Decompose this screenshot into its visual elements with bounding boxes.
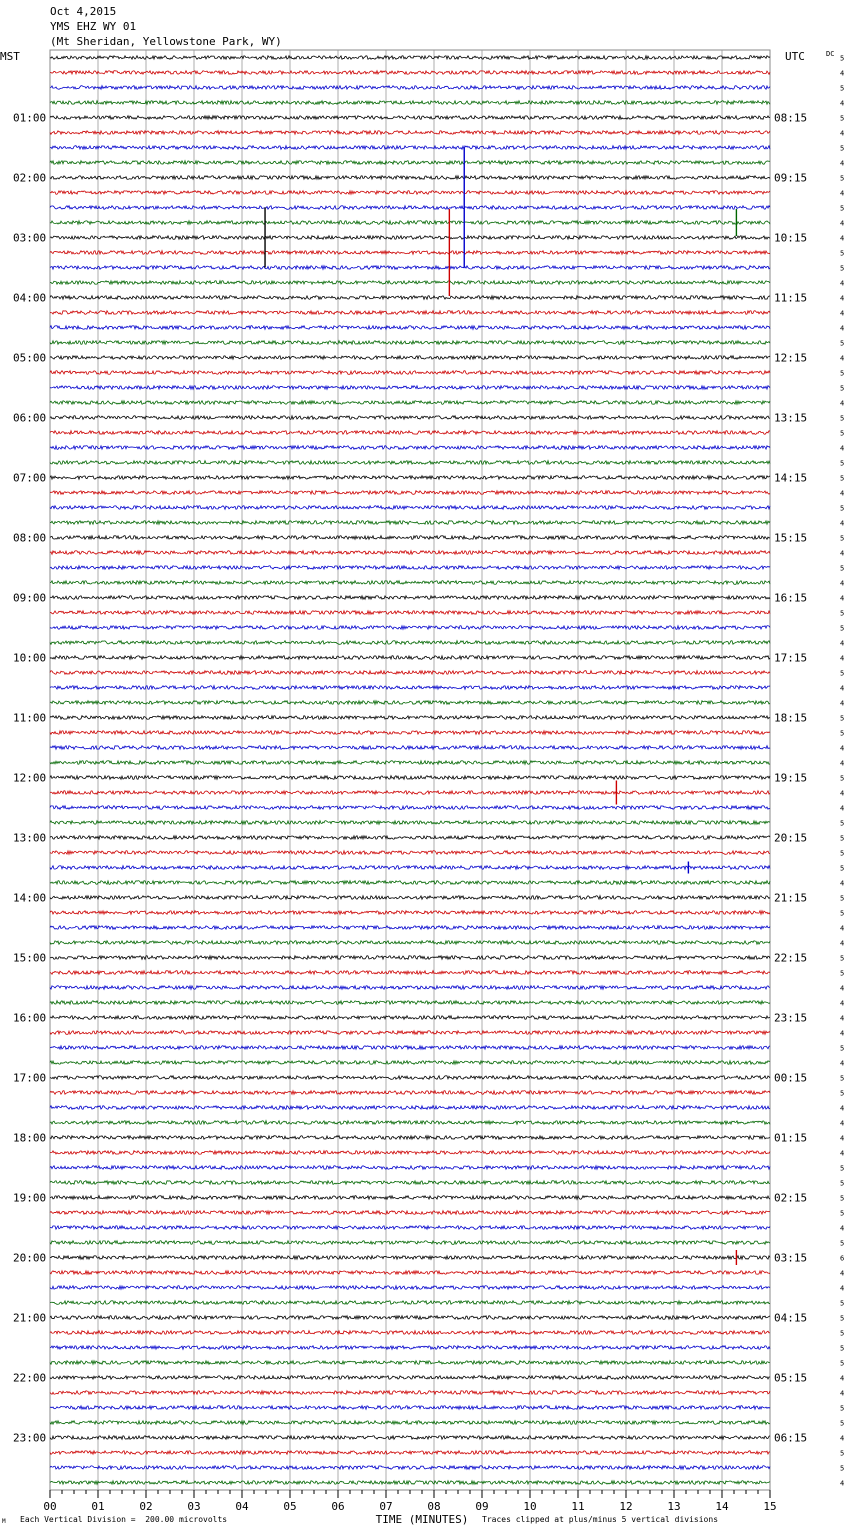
mst-axis-label: MST — [0, 50, 20, 63]
dc-offset-value: 4 — [840, 309, 845, 318]
dc-offset-value: 4 — [840, 579, 845, 588]
dc-offset-value: 4 — [840, 984, 845, 993]
seismic-trace — [50, 776, 770, 780]
utc-hour-label: 02:15 — [774, 1191, 808, 1205]
utc-hour-label: 00:15 — [774, 1071, 808, 1085]
seismic-trace — [50, 506, 770, 510]
seismic-trace — [50, 731, 770, 735]
x-tick-label: 11 — [571, 1500, 585, 1513]
utc-hour-label: 18:15 — [774, 711, 808, 725]
mst-hour-label: 14:00 — [13, 891, 47, 905]
dc-offset-value: 4 — [840, 159, 845, 168]
dc-offset-value: 5 — [840, 1329, 845, 1338]
dc-offset-value: 5 — [840, 564, 845, 573]
seismic-trace — [50, 1196, 770, 1200]
dc-offset-value: 5 — [840, 729, 845, 738]
dc-offset-value: 6 — [840, 1254, 845, 1263]
seismic-trace — [50, 116, 770, 120]
x-tick-label: 00 — [43, 1500, 57, 1513]
dc-offset-value: 5 — [840, 624, 845, 633]
seismic-trace — [50, 206, 770, 210]
dc-offset-value: 4 — [840, 399, 845, 408]
seismic-trace — [50, 1241, 770, 1245]
dc-offset-value: 4 — [840, 189, 845, 198]
dc-offset-value: 5 — [840, 204, 845, 213]
dc-offset-value: 5 — [840, 504, 845, 513]
dc-offset-value: 5 — [840, 1449, 845, 1458]
seismic-trace — [50, 491, 770, 495]
seismic-trace — [50, 1406, 770, 1410]
seismic-trace — [50, 356, 770, 360]
mst-hour-label: 16:00 — [13, 1011, 47, 1025]
x-tick-label: 01 — [91, 1500, 105, 1513]
dc-offset-value: 4 — [840, 99, 845, 108]
dc-offset-value: 5 — [840, 909, 845, 918]
mst-hour-label: 04:00 — [13, 291, 47, 305]
dc-offset-value: 4 — [840, 1104, 845, 1113]
dc-offset-value: 5 — [840, 1404, 845, 1413]
seismic-trace — [50, 701, 770, 705]
dc-offset-value: 5 — [840, 1209, 845, 1218]
dc-offset-value: 4 — [840, 1149, 845, 1158]
seismic-trace — [50, 1451, 770, 1455]
seismic-trace — [50, 101, 770, 105]
dc-offset-value: 5 — [840, 1419, 845, 1428]
mst-hour-label: 06:00 — [13, 411, 47, 425]
seismic-trace — [50, 1256, 770, 1260]
dc-offset-value: 4 — [840, 279, 845, 288]
seismic-trace — [50, 1301, 770, 1305]
seismic-trace — [50, 911, 770, 915]
mst-hour-label: 03:00 — [13, 231, 47, 245]
seismic-trace — [50, 1271, 770, 1275]
utc-hour-label: 04:15 — [774, 1311, 808, 1325]
dc-offset-value: 4 — [840, 1014, 845, 1023]
seismic-trace — [50, 806, 770, 810]
dc-offset-value: 4 — [840, 654, 845, 663]
mst-hour-label: 17:00 — [13, 1071, 47, 1085]
seismic-trace — [50, 431, 770, 435]
x-tick-label: 13 — [667, 1500, 681, 1513]
dc-offset-value: 4 — [840, 684, 845, 693]
dc-offset-value: 4 — [840, 999, 845, 1008]
seismic-trace — [50, 461, 770, 465]
seismic-trace — [50, 836, 770, 840]
seismic-trace — [50, 71, 770, 75]
seismic-trace — [50, 1361, 770, 1365]
dc-label: DC — [826, 50, 835, 58]
seismic-trace — [50, 176, 770, 180]
dc-offset-value: 5 — [840, 1074, 845, 1083]
seismic-trace — [50, 131, 770, 135]
seismic-trace — [50, 791, 770, 795]
seismic-trace — [50, 1121, 770, 1125]
dc-offset-value: 4 — [840, 639, 845, 648]
mst-hour-label: 18:00 — [13, 1131, 47, 1145]
dc-offset-value: 5 — [840, 954, 845, 963]
utc-hour-label: 08:15 — [774, 111, 808, 125]
dc-offset-value: 5 — [840, 249, 845, 258]
dc-offset-value: 4 — [840, 699, 845, 708]
dc-offset-value: 4 — [840, 219, 845, 228]
utc-hour-label: 06:15 — [774, 1431, 808, 1445]
seismic-trace — [50, 1316, 770, 1320]
utc-hour-label: 20:15 — [774, 831, 808, 845]
x-tick-label: 04 — [235, 1500, 249, 1513]
seismic-trace — [50, 326, 770, 330]
utc-hour-label: 01:15 — [774, 1131, 808, 1145]
seismic-trace — [50, 986, 770, 990]
dc-offset-value: 5 — [840, 459, 845, 468]
dc-offset-value: 4 — [840, 1284, 845, 1293]
seismic-trace — [50, 1421, 770, 1425]
dc-offset-value: 5 — [840, 429, 845, 438]
utc-hour-label: 05:15 — [774, 1371, 808, 1385]
dc-offset-value: 5 — [840, 1044, 845, 1053]
utc-hour-label: 09:15 — [774, 171, 808, 185]
dc-offset-value: 5 — [840, 864, 845, 873]
mst-hour-label: 07:00 — [13, 471, 47, 485]
mst-hour-label: 08:00 — [13, 531, 47, 545]
mst-hour-label: 15:00 — [13, 951, 47, 965]
dc-offset-value: 4 — [840, 519, 845, 528]
utc-hour-label: 11:15 — [774, 291, 808, 305]
dc-offset-value: 5 — [840, 1179, 845, 1188]
dc-offset-value: 5 — [840, 834, 845, 843]
dc-offset-value: 5 — [840, 1359, 845, 1368]
dc-offset-value: 4 — [840, 69, 845, 78]
x-tick-label: 10 — [523, 1500, 537, 1513]
seismic-trace — [50, 1466, 770, 1470]
dc-offset-value: 5 — [840, 339, 845, 348]
seismic-trace — [50, 821, 770, 825]
mst-hour-label: 12:00 — [13, 771, 47, 785]
dc-offset-value: 5 — [840, 114, 845, 123]
seismic-trace — [50, 446, 770, 450]
seismic-trace — [50, 56, 770, 60]
dc-offset-value: 5 — [840, 474, 845, 483]
dc-offset-value: 5 — [840, 384, 845, 393]
dc-offset-value: 4 — [840, 324, 845, 333]
x-tick-label: 09 — [475, 1500, 489, 1513]
dc-offset-value: 5 — [840, 1089, 845, 1098]
dc-offset-value: 5 — [840, 1194, 845, 1203]
utc-hour-label: 22:15 — [774, 951, 808, 965]
mst-hour-label: 01:00 — [13, 111, 47, 125]
dc-offset-value: 5 — [840, 1464, 845, 1473]
dc-offset-value: 5 — [840, 819, 845, 828]
date-label: Oct 4,2015 — [50, 5, 117, 18]
utc-hour-label: 10:15 — [774, 231, 808, 245]
seismic-trace — [50, 656, 770, 660]
dc-offset-value: 5 — [840, 1239, 845, 1248]
seismic-trace — [50, 341, 770, 345]
dc-offset-value: 5 — [840, 174, 845, 183]
seismic-trace — [50, 671, 770, 675]
dc-offset-value: 4 — [840, 129, 845, 138]
dc-offset-value: 4 — [840, 1389, 845, 1398]
dc-offset-value: 4 — [840, 444, 845, 453]
seismic-trace — [50, 761, 770, 765]
seismic-trace — [50, 191, 770, 195]
dc-offset-value: 4 — [840, 594, 845, 603]
dc-offset-value: 5 — [840, 609, 845, 618]
utc-hour-label: 19:15 — [774, 771, 808, 785]
seismic-trace — [50, 1181, 770, 1185]
dc-offset-value: 4 — [840, 489, 845, 498]
mst-hour-label: 09:00 — [13, 591, 47, 605]
seismic-trace — [50, 971, 770, 975]
seismic-trace — [50, 1481, 770, 1485]
utc-hour-label: 15:15 — [774, 531, 808, 545]
utc-hour-label: 16:15 — [774, 591, 808, 605]
seismic-trace — [50, 1376, 770, 1380]
dc-offset-value: 5 — [840, 774, 845, 783]
seismic-trace — [50, 746, 770, 750]
seismic-trace — [50, 386, 770, 390]
dc-offset-value: 4 — [840, 1029, 845, 1038]
seismic-trace — [50, 581, 770, 585]
seismic-trace — [50, 1136, 770, 1140]
x-tick-label: 02 — [139, 1500, 153, 1513]
dc-offset-value: 4 — [840, 1269, 845, 1278]
seismic-trace — [50, 1346, 770, 1350]
dc-offset-value: 5 — [840, 1314, 845, 1323]
seismic-trace — [50, 626, 770, 630]
scale-note: Each Vertical Division = 200.00 microvolts — [20, 1515, 228, 1524]
seismic-trace — [50, 551, 770, 555]
dc-offset-value: 4 — [840, 1059, 845, 1068]
dc-offset-value: 4 — [840, 1374, 845, 1383]
dc-offset-value: 5 — [840, 264, 845, 273]
x-tick-label: 08 — [427, 1500, 441, 1513]
mst-hour-label: 21:00 — [13, 1311, 47, 1325]
dc-offset-value: 4 — [840, 1134, 845, 1143]
seismic-trace — [50, 281, 770, 285]
seismic-trace — [50, 1391, 770, 1395]
seismic-trace — [50, 1061, 770, 1065]
dc-offset-value: 4 — [840, 759, 845, 768]
utc-axis-label: UTC — [785, 50, 805, 63]
dc-offset-value: 5 — [840, 369, 845, 378]
x-tick-label: 07 — [379, 1500, 393, 1513]
seismic-trace — [50, 266, 770, 270]
x-tick-label: 06 — [331, 1500, 345, 1513]
dc-offset-value: 4 — [840, 354, 845, 363]
seismic-trace — [50, 536, 770, 540]
seismic-trace — [50, 1001, 770, 1005]
seismic-trace — [50, 1226, 770, 1230]
dc-offset-value: 4 — [840, 804, 845, 813]
seismic-trace — [50, 941, 770, 945]
seismic-trace — [50, 1436, 770, 1440]
x-axis-label: TIME (MINUTES) — [375, 1513, 469, 1526]
dc-offset-value: 4 — [840, 234, 845, 243]
seismic-trace — [50, 851, 770, 855]
x-tick-label: 03 — [187, 1500, 201, 1513]
mst-hour-label: 23:00 — [13, 1431, 47, 1445]
dc-offset-value: 5 — [840, 1299, 845, 1308]
corner-mark: M — [2, 1518, 6, 1525]
seismic-trace — [50, 1091, 770, 1095]
seismic-trace — [50, 1106, 770, 1110]
seismic-trace — [50, 611, 770, 615]
seismic-trace — [50, 311, 770, 315]
mst-hour-label: 20:00 — [13, 1251, 47, 1265]
x-tick-label: 05 — [283, 1500, 297, 1513]
dc-offset-value: 5 — [840, 1344, 845, 1353]
x-tick-label: 12 — [619, 1500, 633, 1513]
seismic-trace — [50, 1151, 770, 1155]
dc-offset-value: 5 — [840, 1164, 845, 1173]
seismic-trace — [50, 371, 770, 375]
seismic-trace — [50, 86, 770, 90]
utc-hour-label: 23:15 — [774, 1011, 808, 1025]
clip-note: Traces clipped at plus/minus 5 vertical divisions — [482, 1515, 719, 1524]
dc-offset-value: 4 — [840, 1224, 845, 1233]
mst-hour-label: 13:00 — [13, 831, 47, 845]
x-tick-label: 14 — [715, 1500, 729, 1513]
seismic-trace — [50, 416, 770, 420]
seismic-trace — [50, 1166, 770, 1170]
seismic-trace — [50, 866, 770, 870]
utc-hour-label: 14:15 — [774, 471, 808, 485]
dc-offset-value: 5 — [840, 84, 845, 93]
seismic-trace — [50, 221, 770, 225]
dc-offset-value: 5 — [840, 54, 845, 63]
utc-hour-label: 13:15 — [774, 411, 808, 425]
seismic-trace — [50, 1211, 770, 1215]
seismic-trace — [50, 716, 770, 720]
seismic-trace — [50, 956, 770, 960]
utc-hour-label: 17:15 — [774, 651, 808, 665]
seismic-trace — [50, 896, 770, 900]
seismic-trace — [50, 1076, 770, 1080]
dc-offset-value: 4 — [840, 549, 845, 558]
dc-offset-value: 4 — [840, 789, 845, 798]
seismic-trace — [50, 251, 770, 255]
seismic-trace — [50, 521, 770, 525]
dc-offset-value: 4 — [840, 1119, 845, 1128]
dc-offset-value: 4 — [840, 879, 845, 888]
seismic-trace — [50, 146, 770, 150]
seismic-trace — [50, 926, 770, 930]
mst-hour-label: 05:00 — [13, 351, 47, 365]
dc-offset-value: 5 — [840, 714, 845, 723]
seismic-trace — [50, 1046, 770, 1050]
mst-hour-label: 11:00 — [13, 711, 47, 725]
dc-offset-value: 4 — [840, 294, 845, 303]
seismic-trace — [50, 401, 770, 405]
x-tick-label: 15 — [763, 1500, 777, 1513]
seismic-trace — [50, 596, 770, 600]
seismic-trace — [50, 1331, 770, 1335]
utc-hour-label: 21:15 — [774, 891, 808, 905]
dc-offset-value: 5 — [840, 969, 845, 978]
dc-offset-value: 5 — [840, 534, 845, 543]
dc-offset-value: 5 — [840, 669, 845, 678]
seismic-trace — [50, 641, 770, 645]
dc-offset-value: 5 — [840, 894, 845, 903]
seismic-trace — [50, 161, 770, 165]
dc-offset-value: 5 — [840, 849, 845, 858]
seismic-trace — [50, 566, 770, 570]
seismic-trace — [50, 236, 770, 240]
station-label: YMS EHZ WY 01 — [50, 20, 137, 33]
seismic-trace — [50, 476, 770, 480]
mst-hour-label: 19:00 — [13, 1191, 47, 1205]
dc-offset-value: 4 — [840, 1479, 845, 1488]
utc-hour-label: 12:15 — [774, 351, 808, 365]
utc-hour-label: 03:15 — [774, 1251, 808, 1265]
seismic-trace — [50, 1016, 770, 1020]
mst-hour-label: 02:00 — [13, 171, 47, 185]
location-label: (Mt Sheridan, Yellowstone Park, WY) — [50, 35, 282, 48]
seismic-trace — [50, 1031, 770, 1035]
dc-offset-value: 4 — [840, 939, 845, 948]
dc-offset-value: 4 — [840, 924, 845, 933]
seismic-trace — [50, 881, 770, 885]
mst-hour-label: 22:00 — [13, 1371, 47, 1385]
seismic-trace — [50, 686, 770, 690]
dc-offset-value: 5 — [840, 144, 845, 153]
dc-offset-value: 4 — [840, 1434, 845, 1443]
seismic-trace — [50, 1286, 770, 1290]
dc-offset-value: 4 — [840, 744, 845, 753]
mst-hour-label: 10:00 — [13, 651, 47, 665]
seismic-trace — [50, 296, 770, 300]
dc-offset-value: 5 — [840, 414, 845, 423]
